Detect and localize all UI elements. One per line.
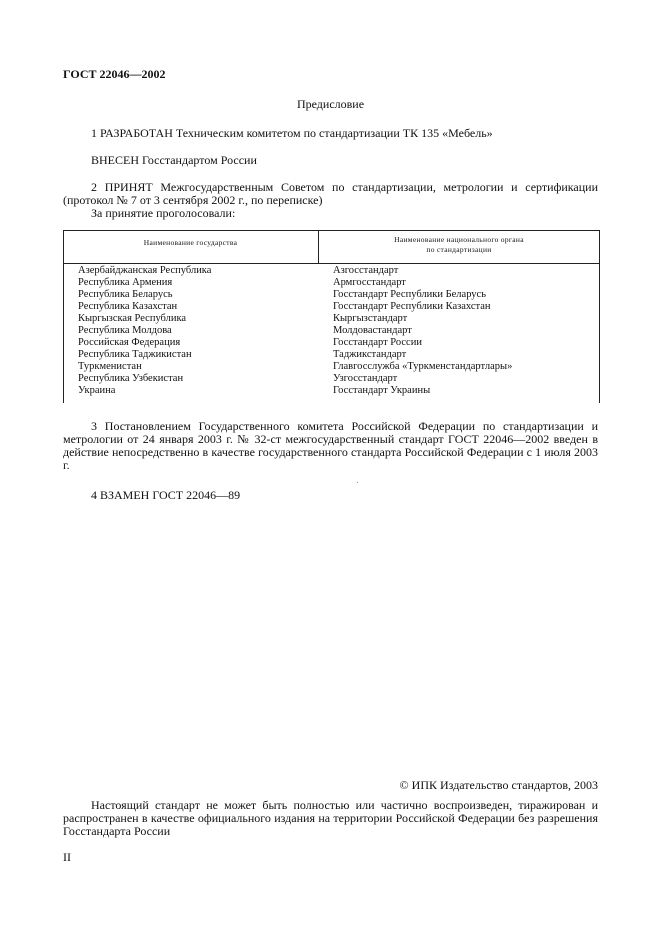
table-cell-state: Кыргызская Республика [78, 313, 187, 324]
paragraph-decree: 3 Постановлением Государственного комитета Российской Федерации по стандартизации и метрологии от 24 января 2003 г. № 32-ст межгосударственный стандарт ГОСТ 22046—2002 введен в действие непосредственно в качестве государственного стандарта Российской Федерации с 1 июля 2003 г. [63, 419, 598, 472]
table-header-body-line2: по стандартизации [426, 245, 492, 254]
paragraph-voted: За принятие проголосовали: [91, 206, 236, 220]
table-cell-body: Молдовастандарт [333, 325, 412, 336]
table-cell-body: Узгосстандарт [333, 373, 398, 384]
table-cell-state: Республика Армения [78, 277, 173, 288]
table-cell-state: Украина [78, 385, 116, 396]
table-cell-state: Республика Молдова [78, 325, 172, 336]
table-header-divider [63, 263, 600, 264]
table-cell-body: Госстандарт Украины [333, 385, 431, 396]
paragraph-adopted: 2 ПРИНЯТ Межгосударственным Советом по стандартизации, метрологии и сертификации (протокол № 7 от 3 сентября 2002 г., по переписке) [63, 180, 598, 207]
table-cell-state: Республика Беларусь [78, 289, 173, 300]
table-cell-body: Главгосслужба «Туркменстандартлары» [333, 361, 513, 372]
table-cell-body: Госстандарт Республики Беларусь [333, 289, 487, 300]
table-cell-body: Армгосстандарт [333, 277, 406, 288]
table-header-body [319, 235, 599, 255]
reproduction-notice: Настоящий стандарт не может быть полностью или частично воспроизведен, тиражирован и распространен в качестве официального издания на территории Российской Федерации без разрешения Госстандарта России [63, 798, 598, 838]
table-cell-body: Госстандарт Республики Казахстан [333, 301, 491, 312]
table-header-state: Наименование государства [143, 238, 238, 247]
paragraph-introduced: ВНЕСЕН Госстандартом России [91, 153, 257, 167]
print-speck [357, 482, 358, 483]
paragraph-developed: 1 РАЗРАБОТАН Техническим комитетом по стандартизации ТК 135 «Мебель» [91, 126, 493, 140]
table-cell-state: Азербайджанская Республика [78, 265, 212, 276]
table-cell-body: Азгосстандарт [333, 265, 399, 276]
table-column-bodies [333, 265, 598, 397]
table-cell-state: Республика Таджикистан [78, 349, 192, 360]
table-cell-state: Республика Казахстан [78, 301, 178, 312]
table-cell-state: Российская Федерация [78, 337, 181, 348]
page-number: II [63, 850, 71, 864]
table-column-states [78, 265, 313, 397]
table-cell-state: Туркменистан [78, 361, 142, 372]
paragraph-replaces: 4 ВЗАМЕН ГОСТ 22046—89 [91, 488, 241, 502]
copyright-line: © ИПК Издательство стандартов, 2003 [399, 778, 598, 792]
table-cell-body: Таджикстандарт [333, 349, 407, 360]
table-cell-state: Республика Узбекистан [78, 373, 184, 384]
table-cell-body: Кыргызстандарт [333, 313, 408, 324]
table-header-body-line1: Наименование национального органа [394, 235, 524, 244]
page-title: Предисловие [296, 97, 365, 111]
table-cell-body: Госстандарт России [333, 337, 422, 348]
document-code: ГОСТ 22046—2002 [63, 67, 166, 81]
